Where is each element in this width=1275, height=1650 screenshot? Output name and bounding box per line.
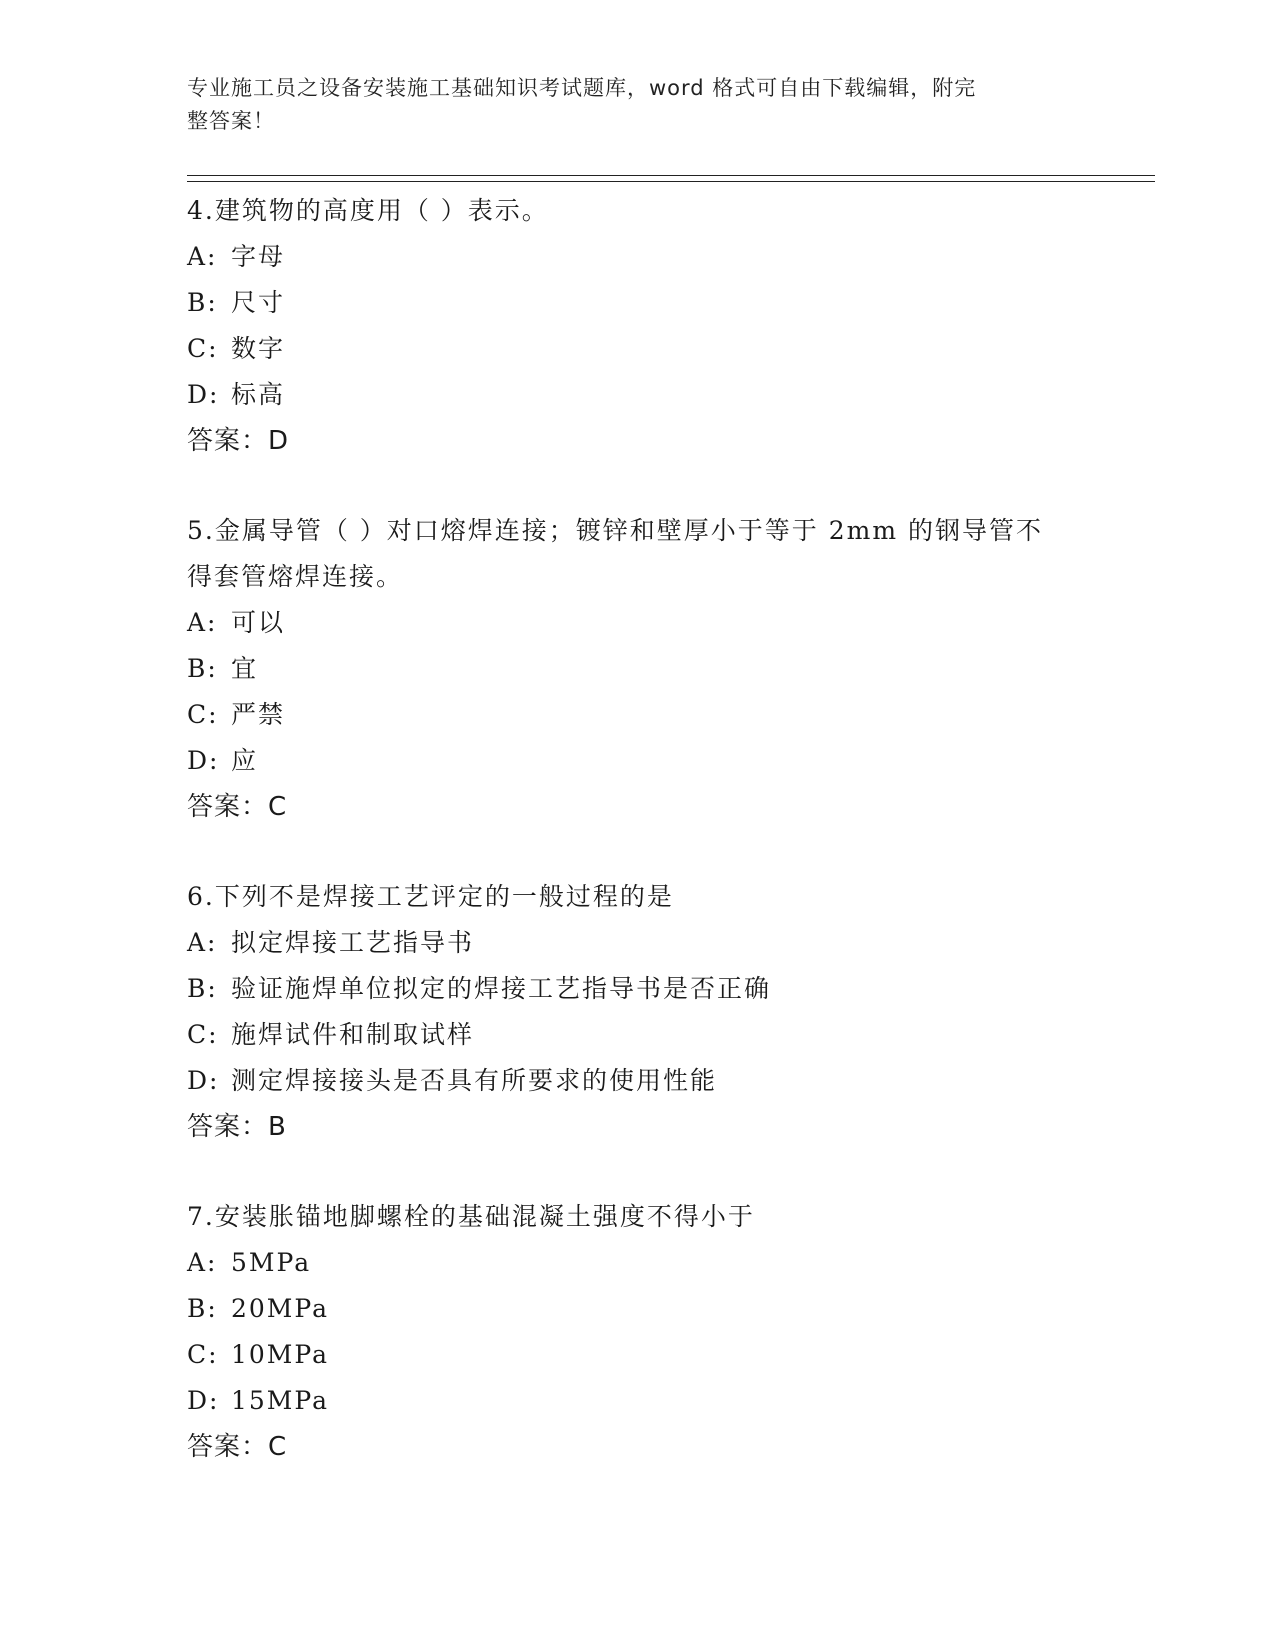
header-line-1: 专业施工员之设备安装施工基础知识考试题库，word 格式可自由下载编辑，附完 (187, 76, 977, 100)
option-text: 测定焊接接头是否具有所要求的使用性能 (231, 1066, 718, 1095)
document-header (187, 72, 1067, 138)
question-5 (187, 508, 1087, 830)
option-text: 拟定焊接工艺指导书 (231, 928, 475, 957)
option-text: 数字 (231, 334, 286, 363)
option-key: A: (187, 1248, 218, 1277)
option-key: B: (187, 288, 218, 317)
question-stem-line-2: 得套管熔焊连接。 (187, 562, 404, 591)
answer-line: 答案：B (187, 1112, 287, 1142)
question-7 (187, 1194, 1087, 1470)
option-text: 20MPa (231, 1294, 330, 1323)
option-key: D: (187, 1066, 220, 1095)
answer-line: 答案：C (187, 792, 288, 822)
option-a (187, 1240, 1087, 1286)
option-text: 字母 (231, 242, 286, 271)
option-text: 15MPa (231, 1386, 330, 1415)
option-c (187, 326, 1087, 372)
option-a (187, 600, 1087, 646)
option-text: 施焊试件和制取试样 (231, 1020, 475, 1049)
option-key: A: (187, 242, 218, 271)
answer-line: 答案：D (187, 426, 290, 456)
option-b (187, 966, 1087, 1012)
option-b (187, 280, 1087, 326)
option-text: 10MPa (231, 1340, 330, 1369)
option-a (187, 920, 1087, 966)
question-stem: 7.安装胀锚地脚螺栓的基础混凝土强度不得小于 (187, 1202, 755, 1231)
option-key: B: (187, 974, 218, 1003)
option-key: B: (187, 654, 218, 683)
option-text: 5MPa (231, 1248, 312, 1277)
option-text: 严禁 (231, 700, 286, 729)
option-key: D: (187, 380, 220, 409)
option-text: 标高 (231, 380, 286, 409)
answer-line: 答案：C (187, 1432, 288, 1462)
option-key: B: (187, 1294, 218, 1323)
option-text: 应 (231, 746, 259, 775)
option-c (187, 1012, 1087, 1058)
option-a (187, 234, 1087, 280)
option-key: D: (187, 746, 220, 775)
question-stem: 6.下列不是焊接工艺评定的一般过程的是 (187, 882, 674, 911)
option-c (187, 692, 1087, 738)
option-d (187, 738, 1087, 784)
option-key: A: (187, 608, 218, 637)
question-stem-line-1: 5.金属导管（ ）对口熔焊连接；镀锌和壁厚小于等于 2mm 的钢导管不 (187, 516, 1044, 545)
header-line-2: 整答案！ (187, 109, 275, 133)
question-stem: 4.建筑物的高度用（ ）表示。 (187, 196, 549, 225)
option-key: C: (187, 1340, 219, 1369)
option-d (187, 1058, 1087, 1104)
option-key: C: (187, 1020, 219, 1049)
option-text: 验证施焊单位拟定的焊接工艺指导书是否正确 (231, 974, 772, 1003)
option-text: 宜 (231, 654, 259, 683)
option-text: 可以 (231, 608, 286, 637)
header-divider-top (187, 175, 1155, 176)
option-d (187, 1378, 1087, 1424)
option-key: D: (187, 1386, 220, 1415)
option-key: C: (187, 334, 219, 363)
option-text: 尺寸 (231, 288, 286, 317)
option-c (187, 1332, 1087, 1378)
option-key: C: (187, 700, 219, 729)
option-b (187, 1286, 1087, 1332)
option-b (187, 646, 1087, 692)
question-6 (187, 874, 1087, 1150)
option-key: A: (187, 928, 218, 957)
option-d (187, 372, 1087, 418)
header-divider-bottom (187, 181, 1155, 182)
question-4 (187, 188, 1087, 464)
